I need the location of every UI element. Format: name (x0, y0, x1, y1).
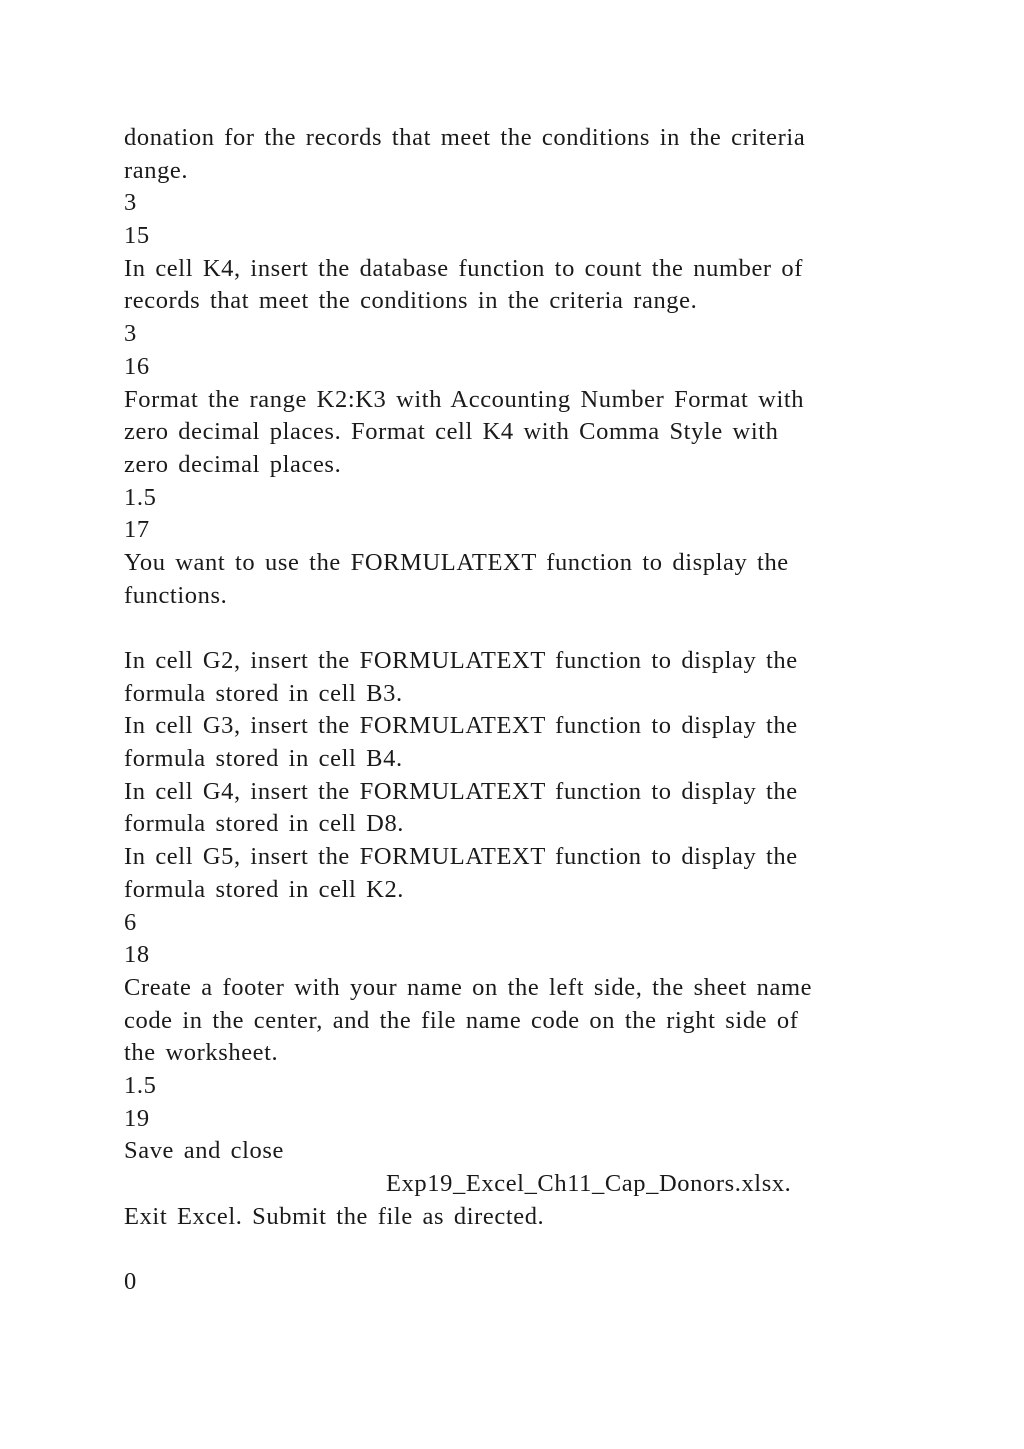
text-line: In cell G4, insert the FORMULATEXT function to display the (124, 777, 798, 805)
text-line: functions. (124, 581, 228, 609)
text-line: In cell K4, insert the database function to count the number of (124, 254, 804, 282)
points-value: 0 (124, 1268, 137, 1296)
text-line: zero decimal places. Format cell K4 with Comma Style with (124, 418, 779, 446)
step-number: 18 (124, 941, 150, 969)
points-value: 3 (124, 320, 137, 348)
text-line: In cell G5, insert the FORMULATEXT function to display the (124, 843, 798, 871)
text-line: You want to use the FORMULATEXT function to display the (124, 548, 789, 576)
text-line: Save and close (124, 1137, 284, 1165)
text-line: records that meet the conditions in the criteria range. (124, 287, 698, 315)
step-number: 19 (124, 1104, 150, 1132)
points-value: 3 (124, 189, 137, 217)
file-name: Exp19_Excel_Ch11_Cap_Donors.xlsx. (386, 1170, 792, 1197)
step-number: 17 (124, 516, 150, 544)
text-line: code in the center, and the file name code on the right side of (124, 1006, 799, 1034)
text-line: Format the range K2:K3 with Accounting Number Format with (124, 385, 805, 413)
text-line: the worksheet. (124, 1039, 279, 1067)
text-line: Create a footer with your name on the left side, the sheet name (124, 973, 813, 1001)
blank-line (124, 612, 904, 645)
step-number: 15 (124, 222, 150, 250)
document-body (124, 122, 904, 1299)
text-line: zero decimal places. (124, 450, 342, 478)
text-line: formula stored in cell B4. (124, 745, 403, 773)
text-line: formula stored in cell K2. (124, 875, 405, 903)
points-value: 1.5 (124, 1071, 157, 1099)
step-number: 16 (124, 352, 150, 380)
text-line: range. (124, 156, 189, 184)
text-line: Exit Excel. Submit the file as directed. (124, 1202, 545, 1230)
points-value: 6 (124, 908, 137, 936)
text-line: formula stored in cell D8. (124, 810, 405, 838)
points-value: 1.5 (124, 483, 157, 511)
text-line: donation for the records that meet the conditions in the criteria (124, 124, 806, 151)
text-line: In cell G2, insert the FORMULATEXT function to display the (124, 647, 798, 674)
blank-line (124, 1233, 904, 1266)
text-line: formula stored in cell B3. (124, 679, 403, 707)
text-line: In cell G3, insert the FORMULATEXT function to display the (124, 712, 798, 740)
